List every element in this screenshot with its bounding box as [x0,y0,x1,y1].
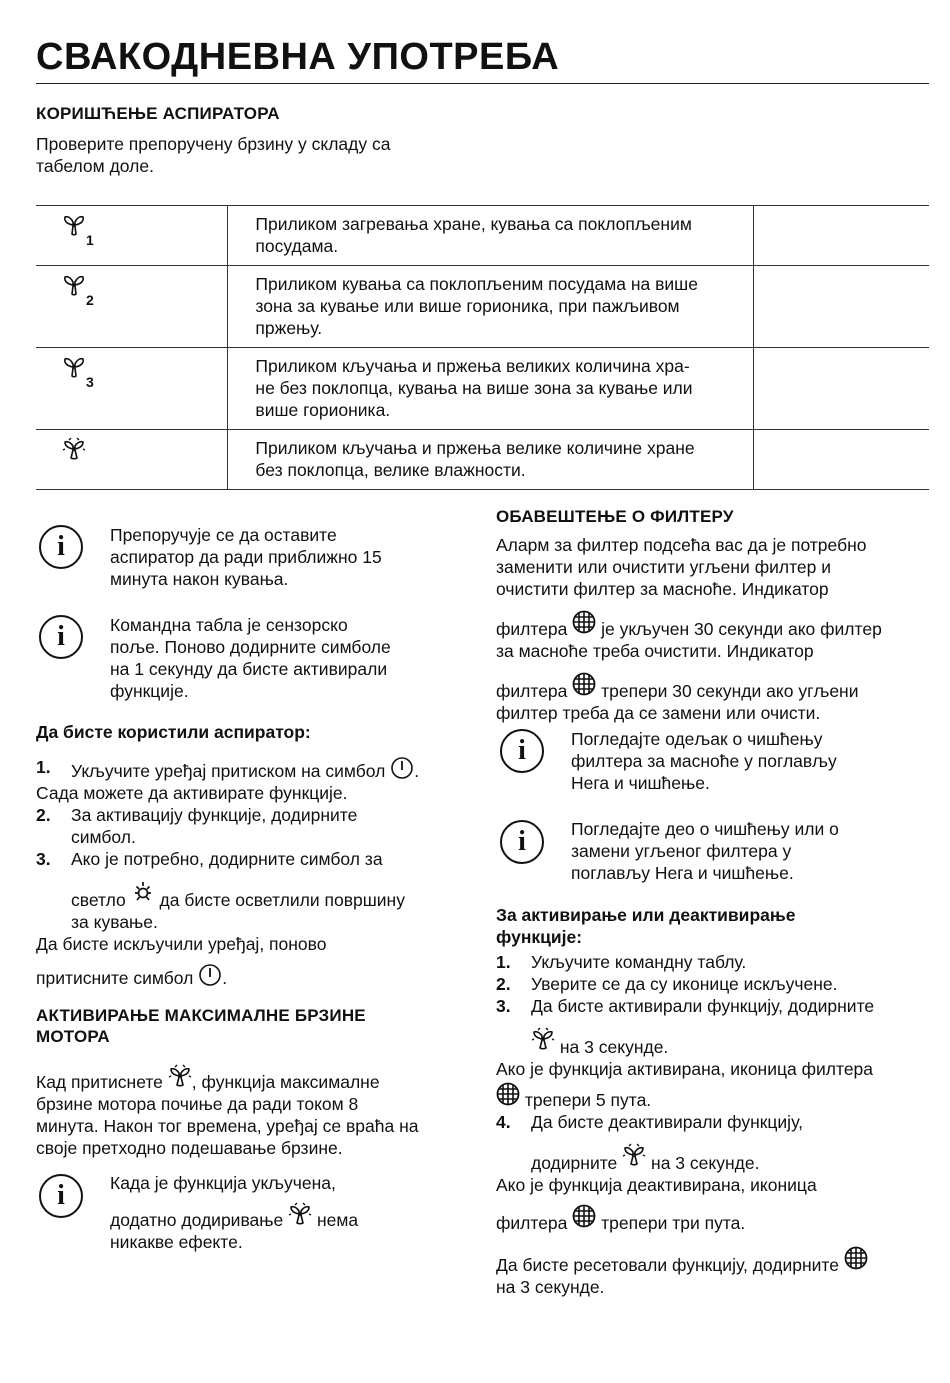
speed-description: Приликом кувања са поклопљеним посудама на више зона за кување или више горионика, при пажљивом пржењу. [228,266,754,348]
speed-table [36,205,929,490]
speed-level-label: 1 [86,232,94,248]
speed-description: Приликом загревања хране, кувања са поклопљеним посудама. [228,206,754,266]
boost-fan-icon [622,1143,646,1167]
speed-description: Приликом кључања и пржења великих количина хра- не без поклопца, кувања на више зона за кување или више горионика. [228,348,754,430]
activate-steps: 1. Укључите командну таблу. 2. Уверите се да су иконице искључене. 3. Да бисте активирали функцију, додирните на 3 секунде. Ако је функција активирана, иконица филтера трепери 5 пута. 4. Да бисте деактивирали функцију, додирните на 3 секунде. Ако је функција деактивирана, иконица филтера трепери три пута. Да бисте ресетовали функцију, додирните на 3 секунде. [496,951,936,1298]
hood-use-intro: Проверите препоручену брзину у складу са табелом доле. [36,134,391,176]
info-icon: i [39,1174,83,1218]
fan-speed-1-icon [62,213,86,237]
filter-notice-text: Аларм за филтер подсећа вас да је потребно заменити или очистити угљени филтер и очистити филтер за масноће. Индикатор филтера је укључен 30 секунди ако филтер за масноће треба очистити. Индикатор филтера трепери 30 секунди ако угљени филтер треба да се замени или очисти. [496,535,882,723]
activate-heading: За активирање или деактивирање функције: [496,905,796,947]
filter-icon [844,1246,868,1270]
filter-notice-heading: ОБАВЕШТЕЊЕ О ФИЛТЕРУ [496,507,734,526]
info-icon: i [39,525,83,569]
info-icon: i [500,729,544,773]
filter-icon [572,672,596,696]
power-icon [390,756,414,780]
table-row [36,266,929,348]
info-note-2: Командна табла је сензорско поље. Поново додирните симболе на 1 секунду да бисте активирали функције. [110,615,391,701]
list-item: 2. За активацију функције, додирните симбол. [36,805,358,847]
empty-cell [754,348,929,430]
info-icon: i [500,820,544,864]
speed-icon-cell [36,266,228,348]
list-item: 1. Укључите уређај притиском на симбол . [36,757,420,781]
filter-icon [496,1082,520,1106]
speed-icon-cell [36,206,228,266]
list-item: 2. Уверите се да су иконице искључене. [496,974,838,994]
after-step1-text: Сада можете да активирате функције. [36,783,348,803]
info-note-4: Погледајте одељак о чишћењу филтера за масноће у поглављу Нега и чишћење. [571,729,837,793]
table-row [36,206,929,266]
filter-icon [572,1204,596,1228]
info-note-5: Погледајте део о чишћењу или о замени угљеног филтера у поглављу Нега и чишћење. [571,819,839,883]
light-icon [131,880,155,904]
list-item: 3. Да бисте активирали функцију, додирните на 3 секунде. [496,996,875,1057]
list-item: 1. Укључите командну таблу. [496,952,747,972]
table-row [36,430,929,490]
table-row [36,348,929,430]
boost-fan-icon [168,1064,192,1088]
fan-speed-3-icon [62,355,86,379]
boost-fan-icon [531,1027,555,1051]
fan-speed-2-icon [62,273,86,297]
use-hood-heading: Да бисте користили аспиратор: [36,722,311,742]
speed-icon-cell [36,430,228,490]
page-title: СВАКОДНЕВНА УПОТРЕБА [36,36,560,78]
info-note-1: Препоручује се да оставите аспиратор да ради приближно 15 минута након кувања. [110,525,382,589]
speed-level-label: 3 [86,374,94,390]
filter-icon [572,610,596,634]
empty-cell [754,430,929,490]
title-divider [36,83,929,84]
list-item: 3. Ако је потребно, додирните симбол за светло да бисте осветлили површину за кување. [36,849,405,932]
max-speed-text: Кад притиснете , функција максималне брзине мотора почиње да ради током 8 минута. Након тог времена, уређај се враћа на своје претходно подешавање брзине. [36,1064,476,1159]
use-hood-steps: 1. Укључите уређај притиском на симбол . Сада можете да активирате функције. 2. За активацију функције, додирните симбол. 3. Ако је потребно, додирните симбол за светло да бисте осветлили површину за кување. Да бисте искључили уређај, поново притисните симбол . [36,756,466,989]
list-item: 4. Да бисте деактивирали функцију, додирните на 3 секунде. [496,1112,803,1173]
empty-cell [754,206,929,266]
max-speed-heading: АКТИВИРАЊЕ МАКСИМАЛНЕ БРЗИНЕ МОТОРА [36,1006,366,1046]
power-icon [198,963,222,987]
empty-cell [754,266,929,348]
info-icon: i [39,615,83,659]
speed-icon-cell [36,348,228,430]
speed-level-label: 2 [86,292,94,308]
info-note-3: Када је функција укључена, додатно додиривање нема никакве ефекте. [110,1173,359,1252]
hood-use-heading: КОРИШЋЕЊЕ АСПИРАТОРА [36,104,280,123]
fan-boost-icon [62,437,86,461]
speed-description: Приликом кључања и пржења велике количине хране без поклопца, велике влажности. [228,430,754,490]
boost-fan-icon [288,1202,312,1226]
